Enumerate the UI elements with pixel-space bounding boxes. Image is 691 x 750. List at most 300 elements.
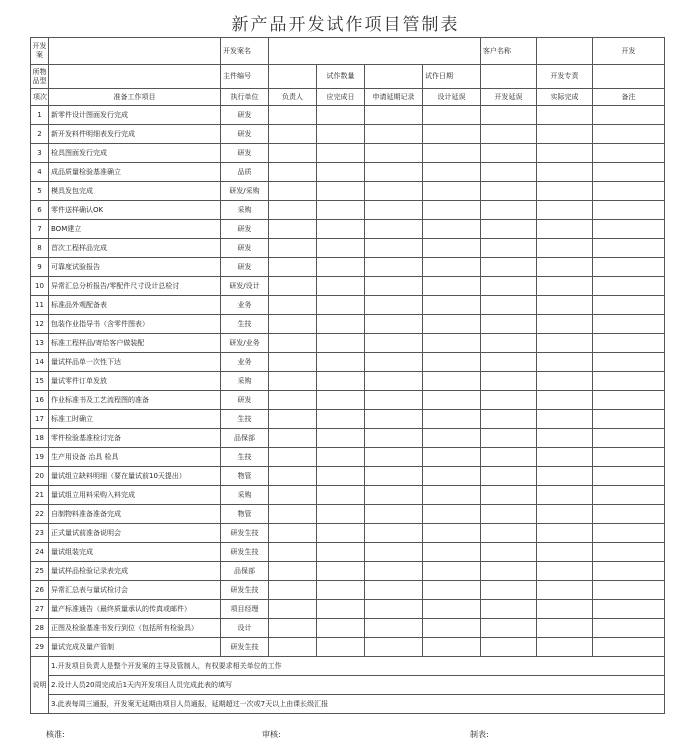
actual-completion-cell[interactable]	[537, 353, 593, 372]
due-date-cell[interactable]	[317, 258, 365, 277]
owner-cell[interactable]	[269, 125, 317, 144]
task-number: 28	[31, 619, 49, 638]
remarks-cell[interactable]	[593, 220, 665, 239]
design-delay-cell[interactable]	[423, 163, 481, 182]
task-number: 4	[31, 163, 49, 182]
task-unit: 生技	[221, 448, 269, 467]
dev-delay-cell[interactable]	[481, 372, 537, 391]
remarks-cell[interactable]	[593, 372, 665, 391]
col-header-actual: 实际完成	[537, 89, 593, 106]
remarks-cell[interactable]	[593, 429, 665, 448]
design-delay-cell[interactable]	[423, 448, 481, 467]
trial-date-value[interactable]	[481, 65, 537, 89]
task-item: 零件送样确认OK	[49, 201, 221, 220]
remarks-cell[interactable]	[593, 638, 665, 657]
dev-delay-cell[interactable]	[481, 391, 537, 410]
owner-cell[interactable]	[269, 182, 317, 201]
dev-case-name-value[interactable]	[269, 38, 481, 65]
extension-record-cell[interactable]	[365, 581, 423, 600]
due-date-cell[interactable]	[317, 277, 365, 296]
table-row	[31, 429, 665, 448]
design-delay-cell[interactable]	[423, 600, 481, 619]
owner-cell[interactable]	[269, 410, 317, 429]
owner-cell[interactable]	[269, 296, 317, 315]
task-item: 标准工时确立	[49, 410, 221, 429]
actual-completion-cell[interactable]	[537, 562, 593, 581]
due-date-cell[interactable]	[317, 486, 365, 505]
design-delay-cell[interactable]	[423, 581, 481, 600]
extension-record-cell[interactable]	[365, 524, 423, 543]
main-part-no-value[interactable]	[269, 65, 317, 89]
task-unit: 业务	[221, 296, 269, 315]
actual-completion-cell[interactable]	[537, 600, 593, 619]
extension-record-cell[interactable]	[365, 467, 423, 486]
trial-date-label: 试作日期	[423, 65, 481, 89]
extension-record-cell[interactable]	[365, 600, 423, 619]
table-row	[31, 486, 665, 505]
extension-record-cell[interactable]	[365, 277, 423, 296]
extension-record-cell[interactable]	[365, 486, 423, 505]
owner-cell[interactable]	[269, 486, 317, 505]
task-number: 12	[31, 315, 49, 334]
remarks-cell[interactable]	[593, 334, 665, 353]
dev-delay-cell[interactable]	[481, 524, 537, 543]
owner-cell[interactable]	[269, 505, 317, 524]
due-date-cell[interactable]	[317, 144, 365, 163]
task-number: 18	[31, 429, 49, 448]
design-delay-cell[interactable]	[423, 296, 481, 315]
task-unit: 研发	[221, 144, 269, 163]
actual-completion-cell[interactable]	[537, 505, 593, 524]
task-unit: 项目经理	[221, 600, 269, 619]
due-date-cell[interactable]	[317, 448, 365, 467]
dev-delay-cell[interactable]	[481, 638, 537, 657]
owner-cell[interactable]	[269, 353, 317, 372]
col-header-unit: 执行单位	[221, 89, 269, 106]
remarks-cell[interactable]	[593, 125, 665, 144]
design-delay-cell[interactable]	[423, 220, 481, 239]
task-number: 7	[31, 220, 49, 239]
extension-record-cell[interactable]	[365, 448, 423, 467]
remarks-cell[interactable]	[593, 600, 665, 619]
actual-completion-cell[interactable]	[537, 467, 593, 486]
extension-record-cell[interactable]	[365, 391, 423, 410]
task-unit: 研发生技	[221, 543, 269, 562]
remarks-cell[interactable]	[593, 391, 665, 410]
task-item: 量产标准通告（最终质量承认的传真或邮件）	[49, 600, 221, 619]
owner-cell[interactable]	[269, 334, 317, 353]
task-number: 24	[31, 543, 49, 562]
dev-delay-cell[interactable]	[481, 144, 537, 163]
due-date-cell[interactable]	[317, 106, 365, 125]
task-item: 模具发包完成	[49, 182, 221, 201]
owner-cell[interactable]	[269, 619, 317, 638]
design-delay-cell[interactable]	[423, 144, 481, 163]
actual-completion-cell[interactable]	[537, 581, 593, 600]
extension-record-cell[interactable]	[365, 144, 423, 163]
extension-record-cell[interactable]	[365, 543, 423, 562]
owner-cell[interactable]	[269, 524, 317, 543]
task-number: 1	[31, 106, 49, 125]
task-unit: 业务	[221, 353, 269, 372]
task-number: 11	[31, 296, 49, 315]
dev-delay-cell[interactable]	[481, 543, 537, 562]
design-delay-cell[interactable]	[423, 201, 481, 220]
owner-cell[interactable]	[269, 258, 317, 277]
info-row-2	[31, 65, 665, 89]
dev-delay-cell[interactable]	[481, 201, 537, 220]
design-delay-cell[interactable]	[423, 543, 481, 562]
remarks-cell[interactable]	[593, 524, 665, 543]
col-header-owner: 负责人	[269, 89, 317, 106]
design-delay-cell[interactable]	[423, 638, 481, 657]
owner-cell[interactable]	[269, 429, 317, 448]
remarks-cell[interactable]	[593, 144, 665, 163]
remarks-cell[interactable]	[593, 353, 665, 372]
review-label: 审核:	[262, 730, 281, 739]
extension-record-cell[interactable]	[365, 353, 423, 372]
form-title: 新产品开发试作项目管制表	[231, 15, 460, 35]
design-delay-cell[interactable]	[423, 505, 481, 524]
design-delay-cell[interactable]	[423, 467, 481, 486]
remarks-cell[interactable]	[593, 448, 665, 467]
trial-qty-value[interactable]	[365, 65, 423, 89]
notes-label: 说明	[31, 657, 49, 714]
extension-record-cell[interactable]	[365, 619, 423, 638]
task-item: 量试组立用料采购入料完成	[49, 486, 221, 505]
remarks-cell[interactable]	[593, 505, 665, 524]
dev-delay-cell[interactable]	[481, 163, 537, 182]
remarks-cell[interactable]	[593, 543, 665, 562]
table-row	[31, 163, 665, 182]
task-item: 新开发料件明细表发行完成	[49, 125, 221, 144]
actual-completion-cell[interactable]	[537, 239, 593, 258]
task-unit: 研发/设计	[221, 277, 269, 296]
design-delay-cell[interactable]	[423, 125, 481, 144]
task-item: 正图及检验基准书发行到位（包括所有检验具）	[49, 619, 221, 638]
owner-cell[interactable]	[269, 144, 317, 163]
dev-delay-cell[interactable]	[481, 619, 537, 638]
remarks-cell[interactable]	[593, 106, 665, 125]
design-delay-cell[interactable]	[423, 277, 481, 296]
customer-name-value[interactable]	[537, 38, 593, 65]
task-number: 21	[31, 486, 49, 505]
task-number: 5	[31, 182, 49, 201]
owner-cell[interactable]	[269, 277, 317, 296]
extension-record-cell[interactable]	[365, 638, 423, 657]
actual-completion-cell[interactable]	[537, 182, 593, 201]
table-row	[31, 296, 665, 315]
extension-record-cell[interactable]	[365, 125, 423, 144]
actual-completion-cell[interactable]	[537, 543, 593, 562]
trial-qty-label: 试作数量	[317, 65, 365, 89]
owner-cell[interactable]	[269, 315, 317, 334]
owner-cell[interactable]	[269, 600, 317, 619]
task-item: 正式量试前准备说明会	[49, 524, 221, 543]
task-number: 2	[31, 125, 49, 144]
extension-record-cell[interactable]	[365, 429, 423, 448]
task-unit: 研发生技	[221, 581, 269, 600]
dev-delay-cell[interactable]	[481, 315, 537, 334]
owner-cell[interactable]	[269, 163, 317, 182]
design-delay-cell[interactable]	[423, 391, 481, 410]
design-delay-cell[interactable]	[423, 334, 481, 353]
task-number: 13	[31, 334, 49, 353]
task-unit: 研发/采购	[221, 182, 269, 201]
due-date-cell[interactable]	[317, 182, 365, 201]
note-line: 2.设计人员20周完成后1天内开发项目人员完成此表的填写	[49, 676, 665, 695]
due-date-cell[interactable]	[317, 125, 365, 144]
task-number: 16	[31, 391, 49, 410]
due-date-cell[interactable]	[317, 543, 365, 562]
owner-cell[interactable]	[269, 543, 317, 562]
task-number: 29	[31, 638, 49, 657]
table-row	[31, 372, 665, 391]
remarks-cell[interactable]	[593, 239, 665, 258]
col-header-extension: 申请延期记录	[365, 89, 423, 106]
due-date-cell[interactable]	[317, 296, 365, 315]
due-date-cell[interactable]	[317, 410, 365, 429]
col-header-no: 项次	[31, 89, 49, 106]
task-number: 10	[31, 277, 49, 296]
due-date-cell[interactable]	[317, 600, 365, 619]
due-date-cell[interactable]	[317, 201, 365, 220]
due-date-cell[interactable]	[317, 239, 365, 258]
design-delay-cell[interactable]	[423, 486, 481, 505]
remarks-cell[interactable]	[593, 315, 665, 334]
table-row	[31, 144, 665, 163]
col-header-due: 应完成日	[317, 89, 365, 106]
remarks-cell[interactable]	[593, 581, 665, 600]
dev-specialist-label: 开发专责	[537, 65, 593, 89]
due-date-cell[interactable]	[317, 619, 365, 638]
info-blank-2[interactable]	[49, 65, 221, 89]
owner-cell[interactable]	[269, 239, 317, 258]
table-row	[31, 562, 665, 581]
task-unit: 生技	[221, 410, 269, 429]
dev-delay-cell[interactable]	[481, 505, 537, 524]
task-item: 检具图面发行完成	[49, 144, 221, 163]
info-row-1	[31, 38, 665, 65]
remarks-cell[interactable]	[593, 277, 665, 296]
task-number: 9	[31, 258, 49, 277]
due-date-cell[interactable]	[317, 220, 365, 239]
owner-cell[interactable]	[269, 106, 317, 125]
extension-record-cell[interactable]	[365, 163, 423, 182]
col-header-dev-delay: 开发延误	[481, 89, 537, 106]
actual-completion-cell[interactable]	[537, 201, 593, 220]
dev-delay-cell[interactable]	[481, 220, 537, 239]
dev-delay-cell[interactable]	[481, 581, 537, 600]
actual-completion-cell[interactable]	[537, 372, 593, 391]
remarks-cell[interactable]	[593, 296, 665, 315]
extension-record-cell[interactable]	[365, 201, 423, 220]
task-unit: 研发生技	[221, 524, 269, 543]
dev-delay-cell[interactable]	[481, 429, 537, 448]
owner-cell[interactable]	[269, 391, 317, 410]
actual-completion-cell[interactable]	[537, 220, 593, 239]
extension-record-cell[interactable]	[365, 220, 423, 239]
design-delay-cell[interactable]	[423, 372, 481, 391]
dev-delay-cell[interactable]	[481, 600, 537, 619]
due-date-cell[interactable]	[317, 372, 365, 391]
extension-record-cell[interactable]	[365, 562, 423, 581]
design-delay-cell[interactable]	[423, 562, 481, 581]
task-unit: 研发/业务	[221, 334, 269, 353]
design-delay-cell[interactable]	[423, 619, 481, 638]
extension-record-cell[interactable]	[365, 182, 423, 201]
due-date-cell[interactable]	[317, 638, 365, 657]
dev-delay-cell[interactable]	[481, 410, 537, 429]
design-delay-cell[interactable]	[423, 353, 481, 372]
actual-completion-cell[interactable]	[537, 391, 593, 410]
col-header-design-delay: 设计延误	[423, 89, 481, 106]
extension-record-cell[interactable]	[365, 239, 423, 258]
remarks-cell[interactable]	[593, 163, 665, 182]
dev-delay-cell[interactable]	[481, 486, 537, 505]
dev-delay-cell[interactable]	[481, 125, 537, 144]
dev-delay-cell[interactable]	[481, 239, 537, 258]
info-blank-1[interactable]	[49, 38, 221, 65]
table-row	[31, 239, 665, 258]
table-row	[31, 543, 665, 562]
dev-delay-cell[interactable]	[481, 106, 537, 125]
task-unit: 品保部	[221, 562, 269, 581]
extension-record-cell[interactable]	[365, 296, 423, 315]
due-date-cell[interactable]	[317, 562, 365, 581]
remarks-cell[interactable]	[593, 201, 665, 220]
task-number: 19	[31, 448, 49, 467]
prepare-label: 制表:	[470, 730, 489, 739]
task-item: 新零件设计图面发行完成	[49, 106, 221, 125]
owner-cell[interactable]	[269, 562, 317, 581]
task-unit: 设计	[221, 619, 269, 638]
due-date-cell[interactable]	[317, 581, 365, 600]
actual-completion-cell[interactable]	[537, 410, 593, 429]
main-part-no-label: 主件编号	[221, 65, 269, 89]
dev-delay-cell[interactable]	[481, 182, 537, 201]
task-item: 成品质量检验基准确立	[49, 163, 221, 182]
actual-completion-cell[interactable]	[537, 125, 593, 144]
dev-specialist-value[interactable]	[593, 65, 665, 89]
owner-cell[interactable]	[269, 220, 317, 239]
note-line: 3.此表每周三通报，开发案无延期由项目人员通报，延期超过一次或7天以上由课长级汇报	[49, 695, 665, 714]
dev-delay-cell[interactable]	[481, 353, 537, 372]
table-row	[31, 448, 665, 467]
table-row	[31, 600, 665, 619]
task-unit: 研发	[221, 125, 269, 144]
actual-completion-cell[interactable]	[537, 258, 593, 277]
dev-delay-cell[interactable]	[481, 467, 537, 486]
dev-delay-cell[interactable]	[481, 562, 537, 581]
remarks-cell[interactable]	[593, 410, 665, 429]
dev-delay-cell[interactable]	[481, 448, 537, 467]
table-row	[31, 524, 665, 543]
actual-completion-cell[interactable]	[537, 486, 593, 505]
actual-completion-cell[interactable]	[537, 619, 593, 638]
due-date-cell[interactable]	[317, 429, 365, 448]
owner-cell[interactable]	[269, 372, 317, 391]
remarks-cell[interactable]	[593, 619, 665, 638]
due-date-cell[interactable]	[317, 163, 365, 182]
due-date-cell[interactable]	[317, 524, 365, 543]
design-delay-cell[interactable]	[423, 182, 481, 201]
table-row	[31, 182, 665, 201]
actual-completion-cell[interactable]	[537, 334, 593, 353]
task-unit: 物管	[221, 505, 269, 524]
extension-record-cell[interactable]	[365, 258, 423, 277]
owner-cell[interactable]	[269, 201, 317, 220]
dev-delay-cell[interactable]	[481, 334, 537, 353]
remarks-cell[interactable]	[593, 486, 665, 505]
table-row	[31, 581, 665, 600]
due-date-cell[interactable]	[317, 353, 365, 372]
actual-completion-cell[interactable]	[537, 296, 593, 315]
extension-record-cell[interactable]	[365, 315, 423, 334]
extension-record-cell[interactable]	[365, 372, 423, 391]
remarks-cell[interactable]	[593, 258, 665, 277]
owner-cell[interactable]	[269, 467, 317, 486]
task-item: 零件检验基准检讨完备	[49, 429, 221, 448]
extension-record-cell[interactable]	[365, 334, 423, 353]
task-unit: 采购	[221, 372, 269, 391]
design-delay-cell[interactable]	[423, 524, 481, 543]
owner-cell[interactable]	[269, 448, 317, 467]
actual-completion-cell[interactable]	[537, 448, 593, 467]
design-delay-cell[interactable]	[423, 258, 481, 277]
actual-completion-cell[interactable]	[537, 638, 593, 657]
dev-delay-cell[interactable]	[481, 277, 537, 296]
task-number: 27	[31, 600, 49, 619]
design-delay-cell[interactable]	[423, 106, 481, 125]
design-delay-cell[interactable]	[423, 429, 481, 448]
design-delay-cell[interactable]	[423, 239, 481, 258]
actual-completion-cell[interactable]	[537, 315, 593, 334]
dev-delay-cell[interactable]	[481, 296, 537, 315]
remarks-cell[interactable]	[593, 467, 665, 486]
remarks-cell[interactable]	[593, 562, 665, 581]
actual-completion-cell[interactable]	[537, 524, 593, 543]
table-row	[31, 353, 665, 372]
task-number: 15	[31, 372, 49, 391]
actual-completion-cell[interactable]	[537, 106, 593, 125]
design-delay-cell[interactable]	[423, 410, 481, 429]
due-date-cell[interactable]	[317, 334, 365, 353]
remarks-cell[interactable]	[593, 182, 665, 201]
actual-completion-cell[interactable]	[537, 277, 593, 296]
design-delay-cell[interactable]	[423, 315, 481, 334]
dev-delay-cell[interactable]	[481, 258, 537, 277]
actual-completion-cell[interactable]	[537, 163, 593, 182]
owner-cell[interactable]	[269, 581, 317, 600]
task-unit: 研发	[221, 258, 269, 277]
due-date-cell[interactable]	[317, 391, 365, 410]
task-item: 异常汇总表与量试检讨会	[49, 581, 221, 600]
table-row	[31, 410, 665, 429]
table-row	[31, 258, 665, 277]
task-unit: 品保部	[221, 429, 269, 448]
actual-completion-cell[interactable]	[537, 429, 593, 448]
extension-record-cell[interactable]	[365, 410, 423, 429]
owner-cell[interactable]	[269, 638, 317, 657]
table-row	[31, 334, 665, 353]
due-date-cell[interactable]	[317, 467, 365, 486]
actual-completion-cell[interactable]	[537, 144, 593, 163]
extension-record-cell[interactable]	[365, 505, 423, 524]
due-date-cell[interactable]	[317, 505, 365, 524]
due-date-cell[interactable]	[317, 315, 365, 334]
extension-record-cell[interactable]	[365, 106, 423, 125]
